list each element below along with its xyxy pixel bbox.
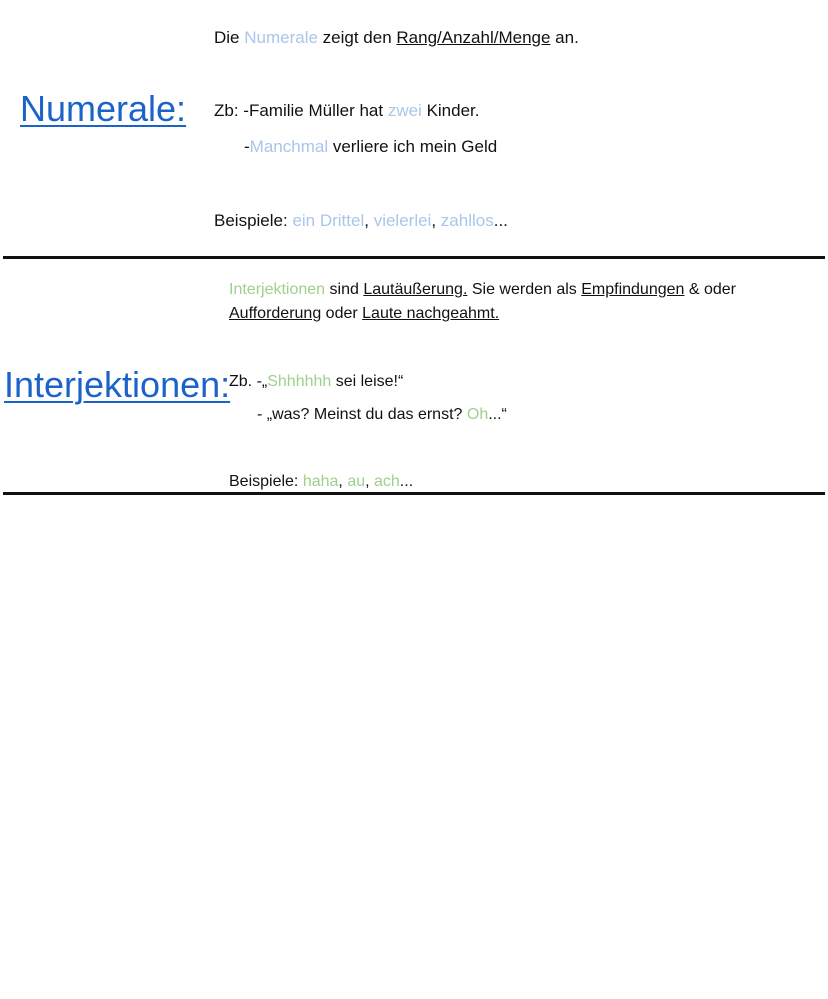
section-divider <box>3 492 825 495</box>
interjektionen-heading: Interjektionen: <box>4 364 231 405</box>
section-divider <box>3 256 825 259</box>
underlined-phrase: Lautäußerung. <box>363 281 468 298</box>
beispiele-label: Beispiele: <box>229 473 303 490</box>
highlight: Manchmal <box>249 137 329 156</box>
beispiel-item: haha <box>302 473 339 490</box>
text: Zb: -Familie Müller hat <box>214 101 388 120</box>
beispiel-item: ein Drittel <box>292 211 365 230</box>
text: Sie werden als <box>467 281 582 298</box>
text: & oder <box>684 281 737 298</box>
text: Kinder. <box>421 101 480 120</box>
text: oder <box>321 305 363 322</box>
interjektionen-definition-line-2 <box>229 305 499 323</box>
highlight: zwei <box>387 101 422 120</box>
text: zeigt den <box>317 28 397 47</box>
text: - „was? Meinst du das ernst? <box>257 406 467 423</box>
interjektionen-definition-line-1 <box>229 281 736 299</box>
interjektionen-beispiele <box>229 473 413 491</box>
interjektionen-example-1 <box>229 373 403 391</box>
numerale-beispiele <box>214 211 508 231</box>
text: - <box>244 137 250 156</box>
separator: , <box>365 473 374 490</box>
beispiel-item: ach <box>374 473 400 490</box>
ellipsis: ... <box>493 211 508 230</box>
separator: , <box>364 211 374 230</box>
term-numerale: Numerale <box>244 28 318 47</box>
text: sei leise!“ <box>331 373 404 390</box>
beispiel-item: zahllos <box>440 211 494 230</box>
text: an. <box>550 28 579 47</box>
highlight: Oh <box>466 406 489 423</box>
text: ...“ <box>488 406 507 423</box>
numerale-example-2 <box>244 137 497 157</box>
underlined-phrase: Laute nachgeahmt. <box>362 305 500 322</box>
beispiel-item: vielerlei <box>373 211 432 230</box>
underlined-phrase: Aufforderung <box>229 305 322 322</box>
beispiel-item: au <box>347 473 366 490</box>
text: verliere ich mein Geld <box>328 137 498 156</box>
beispiele-label: Beispiele: <box>214 211 293 230</box>
numerale-heading: Numerale: <box>20 88 187 129</box>
highlight: Shhhhhh <box>267 373 332 390</box>
numerale-definition <box>214 28 579 48</box>
ellipsis: ... <box>399 473 414 490</box>
underlined-phrase: Rang/Anzahl/Menge <box>396 28 551 47</box>
interjektionen-example-2 <box>257 406 507 424</box>
separator: , <box>338 473 348 490</box>
text: Zb. -„ <box>229 373 268 390</box>
numerale-example-1 <box>214 101 480 121</box>
text: sind <box>325 281 364 298</box>
term-interjektionen: Interjektionen <box>229 281 326 298</box>
text: Die <box>214 28 245 47</box>
underlined-phrase: Empfindungen <box>581 281 685 298</box>
separator: , <box>431 211 441 230</box>
